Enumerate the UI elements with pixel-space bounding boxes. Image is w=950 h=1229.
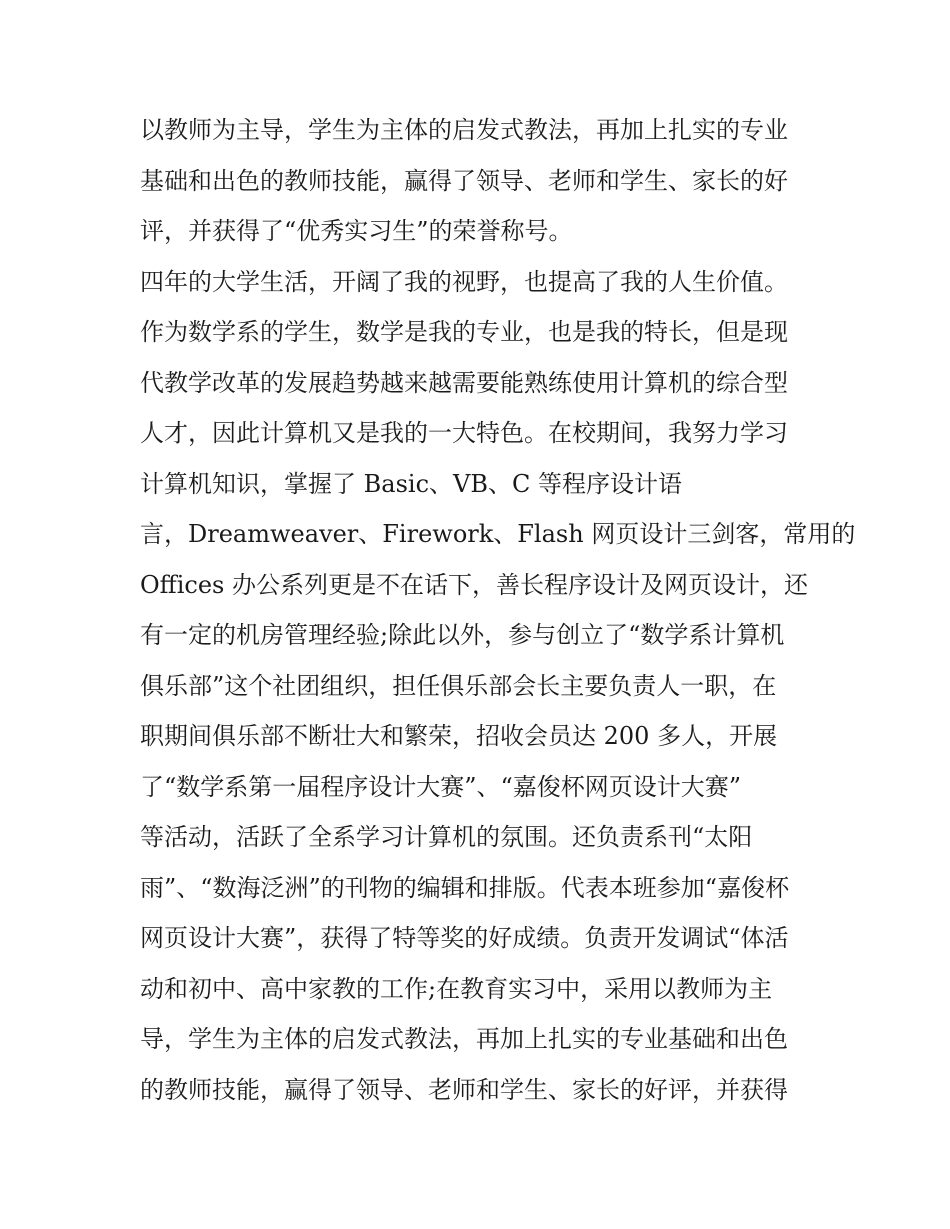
text-line: 基础和出色的教师技能，赢得了领导、老师和学生、家长的好: [140, 166, 788, 195]
text-line: 动和初中、高中家教的工作;在教育实习中，采用以教师为主: [140, 974, 773, 1003]
body-text: [140, 110, 856, 1120]
text-line: 俱乐部”这个社团组织，担任俱乐部会长主要负责人一职，在: [140, 671, 777, 700]
text-line: 代教学改革的发展趋势越来越需要能熟练使用计算机的综合型: [140, 368, 788, 397]
text-line: 以教师为主导，学生为主体的启发式教法，再加上扎实的专业: [140, 116, 788, 144]
text-line: 等活动，活跃了全系学习计算机的氛围。还负责系刊“太阳: [140, 823, 753, 851]
text-line: 网页设计大赛”，获得了特等奖的好成绩。负责开发调试“体活: [140, 924, 789, 952]
text-line: 计算机知识，掌握了 Basic、VB、C 等程序设计语: [140, 469, 682, 498]
text-line: 雨”、“数海泛洲”的刊物的编辑和排版。代表本班参加“嘉俊杯: [140, 873, 790, 902]
text-line: 言，Dreamweaver、Firework、Flash 网页设计三剑客，常用的: [140, 520, 856, 548]
text-line: 作为数学系的学生，数学是我的专业，也是我的特长，但是现: [140, 318, 788, 346]
text-line: 评，并获得了“优秀实习生”的荣誉称号。: [140, 217, 573, 245]
text-line: 导，学生为主体的启发式教法，再加上扎实的专业基础和出色: [140, 1025, 788, 1053]
text-line: 人才，因此计算机又是我的一大特色。在校期间，我努力学习: [140, 419, 788, 447]
text-line: 四年的大学生活，开阔了我的视野，也提高了我的人生价值。: [140, 267, 788, 296]
text-line: 了“数学系第一届程序设计大赛”、“嘉俊杯网页设计大赛”: [140, 772, 742, 801]
text-line: 的教师技能，赢得了领导、老师和学生、家长的好评，并获得: [140, 1075, 788, 1104]
text-line: 有一定的机房管理经验;除此以外，参与创立了“数学系计算机: [140, 621, 785, 649]
text-line: 职期间俱乐部不断壮大和繁荣，招收会员达 200 多人，开展: [140, 722, 778, 750]
text-line: Offices 办公系列更是不在话下，善长程序设计及网页设计，还: [140, 570, 808, 599]
